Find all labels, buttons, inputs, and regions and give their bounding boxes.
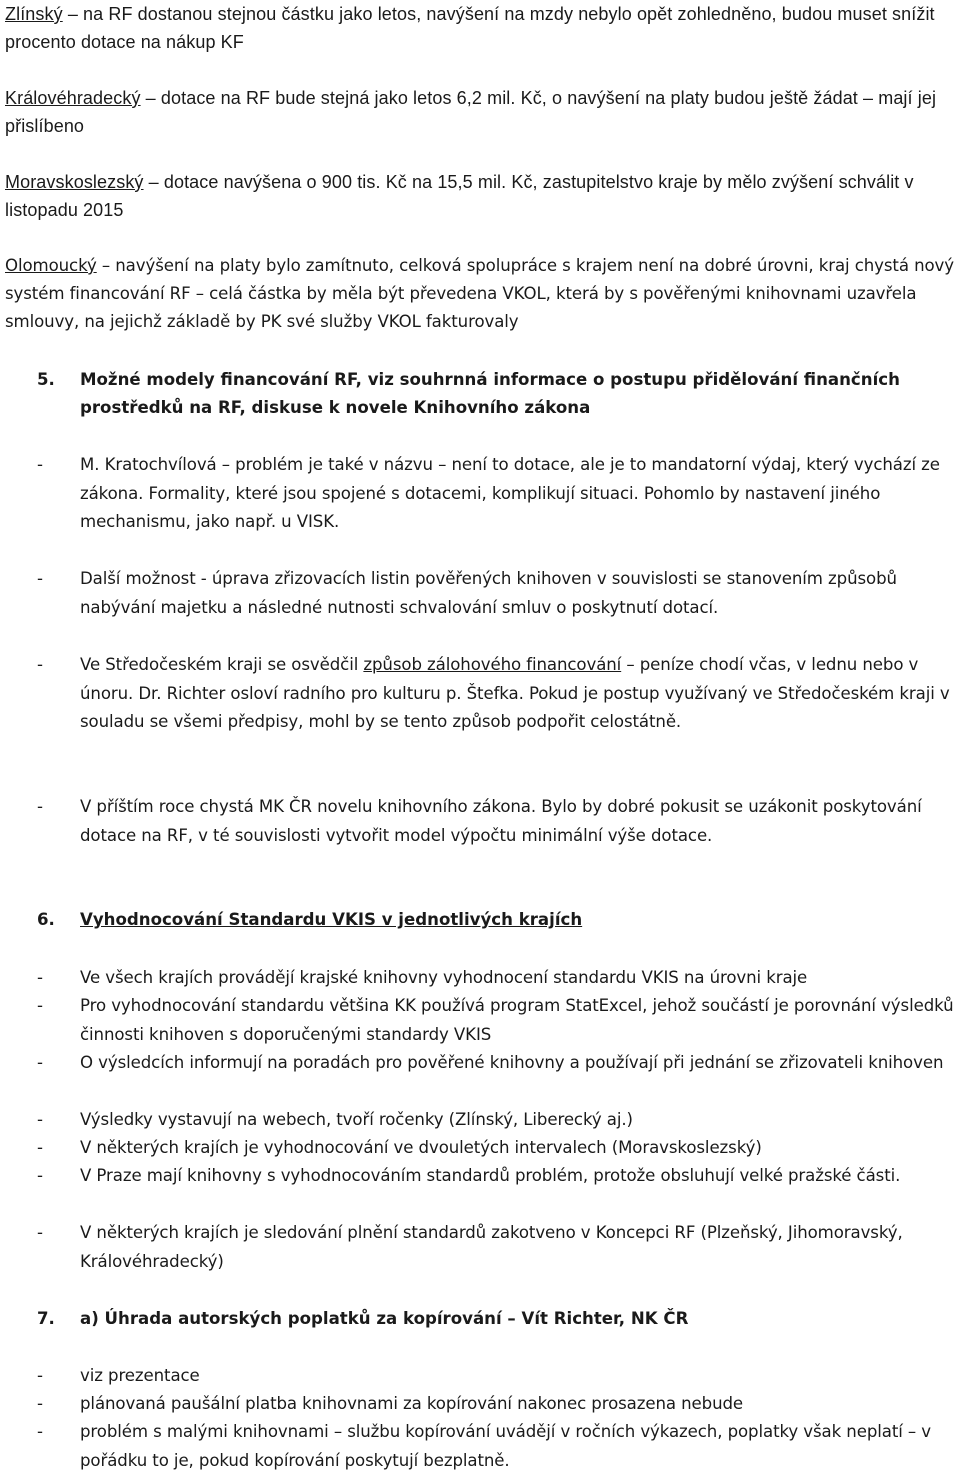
item-text: O výsledcích informují na poradách pro pověřené knihovny a používají při jednání se zřizovateli knihoven: [80, 1053, 944, 1072]
item-text: problém s malými knihovnami – službu kopírování uvádějí v ročních výkazech, poplatky však neplatí – v pořádku to je, pokud kopírování poskytují bezplatně.: [80, 1422, 932, 1470]
item-text: viz prezentace: [80, 1366, 200, 1385]
section-number: 7.: [37, 1309, 55, 1328]
item-text: Pro vyhodnocování standardu většina KK používá program StatExcel, jehož součástí je porovnání výsledků činnosti knihoven s doporučenými standardy VKIS: [80, 996, 954, 1044]
region-text: – dotace navýšena o 900 tis. Kč na 15,5 mil. Kč, zastupitelstvo kraje by mělo zvýšení schválit v listopadu 2015: [5, 172, 914, 220]
section-number: 6.: [37, 910, 55, 929]
item-text-start: Ve Středočeském kraji se osvědčil: [80, 655, 364, 674]
region-name: Olomoucký: [5, 256, 97, 275]
bullet-dash: -: [37, 1053, 43, 1072]
bullet-dash: -: [37, 1366, 43, 1385]
bullet-dash: -: [37, 1223, 43, 1242]
region-name: Moravskoslezský: [5, 172, 144, 192]
bullet-dash: -: [37, 1110, 43, 1129]
bullet-dash: -: [37, 655, 43, 674]
item-text: Výsledky vystavují na webech, tvoří ročenky (Zlínský, Liberecký aj.): [80, 1110, 633, 1129]
bullet-dash: -: [37, 455, 43, 474]
item-text: V příštím roce chystá MK ČR novelu knihovního zákona. Bylo by dobré pokusit se uzákonit poskytování dotace na RF, v té souvislosti vytvořit model výpočtu minimální výše dotace.: [80, 797, 922, 845]
item-text: M. Kratochvílová – problém je také v názvu – není to dotace, ale je to mandatorní výdaj, který vychází ze zákona. Formality, které jsou spojené s dotacemi, komplikují situaci. Pohomlo by nastavení jiného mechanismu, jako např. u VISK.: [80, 455, 940, 531]
region-name: Zlínský: [5, 4, 63, 24]
section-title: Vyhodnocování Standardu VKIS v jednotlivých krajích: [80, 910, 583, 929]
region-paragraph-zlinsky: [5, 0, 955, 56]
bullet-dash: -: [37, 1394, 43, 1413]
item-text: Další možnost - úprava zřizovacích listin pověřených knihoven v souvislosti se stanovením způsobů nabývání majetku a následné nutnosti schvalování smluv o poskytnutí dotací.: [80, 569, 897, 617]
item-text-end: – peníze chodí včas, v lednu nebo v únoru. Dr. Richter osloví radního pro kulturu p. Štefka. Pokud je postup využívaný ve Středočeském kraji v souladu se všemi předpisy, mohl by se tento způsob podpořit celostátně.: [80, 655, 950, 731]
section-title: a) Úhrada autorských poplatků za kopírování – Vít Richter, NK ČR: [80, 1309, 689, 1328]
region-text: – dotace na RF bude stejná jako letos 6,2 mil. Kč, o navýšení na platy budou ještě žádat – mají jej přislíbeno: [5, 88, 937, 136]
bullet-dash: -: [37, 996, 43, 1015]
underlined-phrase: způsob zálohového financování: [363, 655, 622, 674]
bullet-dash: -: [37, 569, 43, 588]
region-name: Královéhradecký: [5, 88, 141, 108]
region-text: – navýšení na platy bylo zamítnuto, celková spolupráce s krajem není na dobré úrovni, kraj chystá nový systém financování RF – celá částka by měla být převedena VKOL, která by s pověřenými knihovnami uzavřela smlouvy, na jejichž základě by PK své služby VKOL fakturovaly: [5, 256, 954, 331]
region-paragraph-olomoucky: [5, 252, 955, 336]
bullet-dash: -: [37, 797, 43, 816]
item-text: Ve všech krajích provádějí krajské knihovny vyhodnocení standardu VKIS na úrovni kraje: [80, 968, 808, 987]
region-text: – na RF dostanou stejnou částku jako letos, navýšení na mzdy nebylo opět zohledněno, budou muset snížit procento dotace na nákup KF: [5, 4, 935, 52]
item-text: [80, 651, 960, 737]
item-text: V Praze mají knihovny s vyhodnocováním standardů problém, protože obsluhují velké pražské části.: [80, 1166, 901, 1185]
section-title: Možné modely financování RF, viz souhrnná informace o postupu přidělování finančních prostředků na RF, diskuse k novele Knihovního zákona: [80, 370, 900, 417]
region-paragraph-moravskoslezsky: [5, 168, 955, 224]
region-paragraph-kralovehradecky: [5, 84, 955, 140]
item-text: plánovaná paušální platba knihovnami za kopírování nakonec prosazena nebude: [80, 1394, 744, 1413]
bullet-dash: -: [37, 1138, 43, 1157]
section-number: 5.: [37, 370, 55, 389]
bullet-dash: -: [37, 1422, 43, 1441]
item-text: V některých krajích je sledování plnění standardů zakotveno v Koncepci RF (Plzeňský, Jihomoravský, Královéhradecký): [80, 1223, 903, 1271]
bullet-dash: -: [37, 1166, 43, 1185]
bullet-dash: -: [37, 968, 43, 987]
item-text: V některých krajích je vyhodnocování ve dvouletých intervalech (Moravskoslezský): [80, 1138, 762, 1157]
